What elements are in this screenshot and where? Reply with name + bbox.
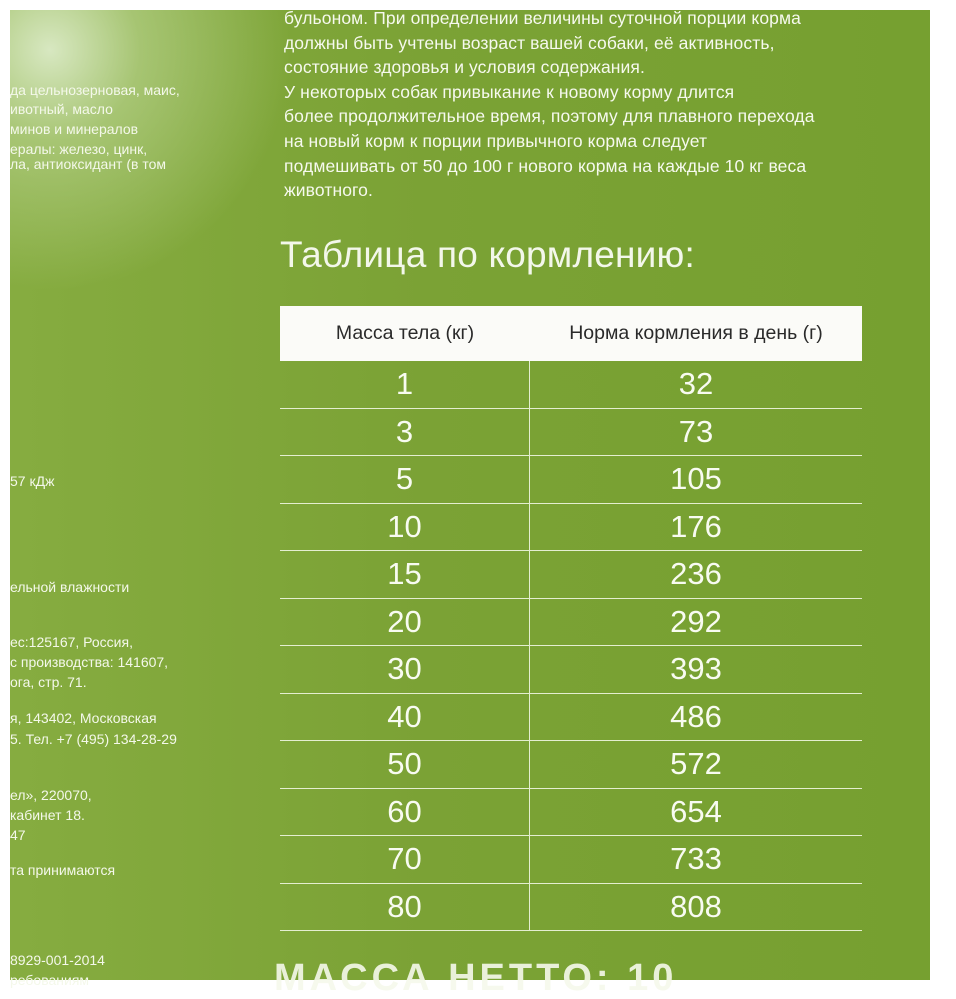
intro-line: подмешивать от 50 до 100 г нового корма на каждые 10 кг веса [284,155,807,176]
feeding-table [280,306,862,931]
cell-weight: 20 [280,599,530,646]
cell-weight: 1 [280,361,530,408]
table-row [280,741,862,789]
left-text-line: ога, стр. 71. [10,674,87,690]
cell-weight: 50 [280,741,530,788]
left-text-line: ельной влажности [10,579,130,595]
cell-norm: 176 [670,508,722,544]
left-text-line: ес:125167, Россия, [10,634,133,650]
left-text-line: ребованиям [10,972,90,988]
cell-weight: 40 [280,694,530,741]
intro-line: У некоторых собак привыкание к новому корму длится [284,81,735,102]
cell-norm: 32 [678,366,714,402]
table-row [280,599,862,647]
table-row [280,836,862,884]
table-row [280,504,862,552]
intro-line: более продолжительное время, поэтому для плавного перехода [284,106,815,127]
cell-weight: 80 [280,884,530,931]
left-text-line: минов и минералов [10,121,139,137]
cell-norm: 486 [670,698,722,734]
cell-norm: 236 [670,556,722,592]
cell-weight: 60 [280,789,530,836]
cell-norm: 393 [670,651,722,687]
intro-line: на новый корм к порции привычного корма следует [284,130,708,151]
table-row [280,409,862,457]
feeding-table-header [280,306,862,361]
left-text-line: да цельнозерновая, маис, [10,82,180,98]
cell-norm: 572 [670,746,722,782]
left-text-line: 8929-001-2014 [10,952,105,968]
cell-norm: 73 [678,413,714,449]
intro-line: животного. [284,180,373,201]
table-row [280,361,862,409]
left-text-line: я, 143402, Московская [10,710,157,726]
left-text-line: та принимаются [10,862,116,878]
cell-norm: 292 [670,603,722,639]
cell-norm: 654 [670,793,722,829]
cell-weight: 30 [280,646,530,693]
left-text-line: 47 [10,827,26,843]
table-row [280,884,862,932]
cell-weight: 5 [280,456,530,503]
left-text-line: ла, антиоксидант (в том [10,156,167,172]
cell-weight: 10 [280,504,530,551]
cell-weight: 3 [280,409,530,456]
header-body-weight: Масса тела (кг) [335,322,475,344]
table-row [280,694,862,742]
cell-weight: 15 [280,551,530,598]
feeding-instructions [284,6,884,203]
table-row [280,456,862,504]
cell-norm: 733 [670,841,722,877]
intro-line: бульоном. При определении величины суточной порции корма [284,8,801,28]
left-text-line: ералы: железо, цинк, [10,141,148,157]
left-text-line: ел», 220070, [10,787,92,803]
cell-norm: 808 [670,888,722,924]
table-row [280,789,862,837]
left-text-column [10,10,210,988]
header-daily-norm: Норма кормления в день (г) [569,322,823,344]
intro-line: состояние здоровья и условия содержания. [284,57,645,78]
net-weight-heading-cropped: МАССА НЕТТО: 10 [274,957,678,999]
table-row [280,551,862,599]
left-text-line: ивотный, масло [10,101,113,117]
feeding-table-title: Таблица по кормлению: [280,234,695,275]
intro-line: должны быть учтены возраст вашей собаки, её активность, [284,32,775,53]
cell-weight: 70 [280,836,530,883]
table-row [280,646,862,694]
package-background [10,8,930,999]
left-text-line: кабинет 18. [10,807,85,823]
left-text-line: 57 кДж [10,473,55,489]
left-text-line: 5. Тел. +7 (495) 134-28-29 [10,731,177,747]
cell-norm: 105 [670,461,722,497]
left-text-line: с производства: 141607, [10,654,169,670]
